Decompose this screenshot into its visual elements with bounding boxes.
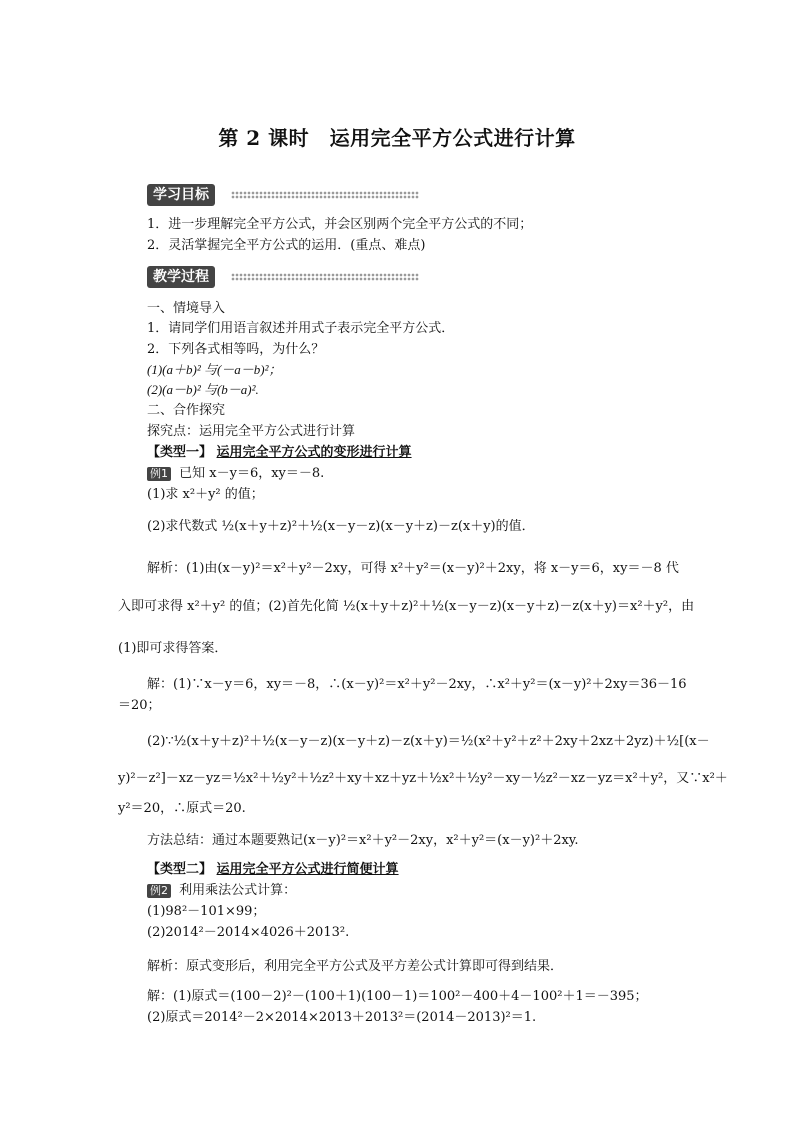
solution-line: 解：(1)∵x－y＝6，xy＝－8，∴(x－y)²＝x²＋y²－2xy，∴x²＋y²＝(x－y)²＋2xy＝36－16: [147, 677, 687, 692]
type-heading: [147, 444, 412, 462]
section-header-goals: [147, 184, 419, 206]
question: (1)98²－101×99；: [147, 904, 266, 919]
solution-line: (2)∵½(x＋y＋z)²＋½(x－y－z)(x－y＋z)－z(x＋y)＝½(x²＋y²＋z²＋2xy＋2xz＋2yz)＋½[(x－: [147, 734, 710, 749]
stem-text: 利用乘法公式计算：: [179, 883, 297, 898]
subheading: 一、情境导入: [147, 301, 226, 316]
question: (2)2014²－2014×4026＋2013².: [147, 925, 350, 940]
example-badge: 例1: [147, 467, 171, 481]
analysis-line: 解析：原式变形后，利用完全平方公式及平方差公式计算即可得到结果．: [147, 959, 564, 974]
analysis-line: (1)即可求得答案．: [118, 641, 228, 656]
type-heading: [147, 861, 399, 879]
section-label: 教学过程: [147, 266, 215, 288]
section-header-process: [147, 266, 419, 288]
stem-text: 已知 x－y＝6，xy＝－8.: [179, 466, 325, 481]
question: (1)求 x²＋y² 的值；: [147, 487, 264, 502]
type-title: 运用完全平方公式进行简便计算: [216, 862, 399, 877]
method-summary: 方法总结：通过本题要熟记(x－y)²＝x²＋y²－2xy，x²＋y²＝(x－y)²＋2xy.: [147, 833, 579, 848]
example-badge: 例2: [147, 884, 171, 898]
type-bracket: 【类型二】: [147, 862, 213, 877]
intro-line: 1．请同学们用语言叙述并用式子表示完全平方公式．: [147, 321, 455, 336]
intro-line: (1)(a＋b)² 与(－a－b)²；: [147, 362, 282, 377]
type-bracket: 【类型一】: [147, 445, 213, 460]
solution-line: y²＝20，∴原式＝20.: [118, 801, 246, 816]
example-stem: [147, 465, 324, 483]
subheading: 二、合作探究: [147, 403, 226, 418]
solution-line: ＝20；: [118, 698, 161, 713]
goal-item: 2．灵活掌握完全平方公式的运用．(重点、难点): [147, 238, 426, 253]
question: (2)求代数式 ½(x＋y＋z)²＋½(x－y－z)(x－y＋z)－z(x＋y)的值．: [147, 519, 535, 534]
solution-line: y)²－z²]－xz－yz＝½x²＋½y²＋½z²＋xy＋xz＋yz＋½x²＋½y²－xy－½z²－xz－yz＝x²＋y²，又∵x²＋: [118, 771, 728, 786]
analysis-line: 入即可求得 x²＋y² 的值；(2)首先化简 ½(x＋y＋z)²＋½(x－y－z)(x－y＋z)－z(x＋y)＝x²＋y²，由: [118, 599, 695, 614]
solution-line: 解：(1)原式＝(100－2)²－(100＋1)(100－1)＝100²－400＋4－100²＋1＝－395；: [147, 989, 648, 1004]
type-title: 运用完全平方公式的变形进行计算: [216, 445, 412, 460]
section-label: 学习目标: [147, 184, 215, 206]
explore-point: 探究点：运用完全平方公式进行计算: [147, 424, 356, 439]
solution-line: (2)原式＝2014²－2×2014×2013＋2013²＝(2014－2013)²＝1.: [147, 1010, 537, 1025]
goal-item: 1．进一步理解完全平方公式，并会区别两个完全平方公式的不同；: [147, 217, 533, 232]
intro-line: 2．下列各式相等吗，为什么？: [147, 342, 325, 357]
page-title: 第 2 课时 运用完全平方公式进行计算: [218, 126, 576, 150]
dotted-rule: [231, 191, 419, 199]
dotted-rule: [231, 273, 419, 281]
example-stem: [147, 882, 296, 900]
intro-line: (2)(a－b)² 与(b－a)².: [147, 382, 259, 397]
analysis-line: 解析：(1)由(x－y)²＝x²＋y²－2xy，可得 x²＋y²＝(x－y)²＋2xy，将 x－y＝6，xy＝－8 代: [147, 561, 679, 576]
